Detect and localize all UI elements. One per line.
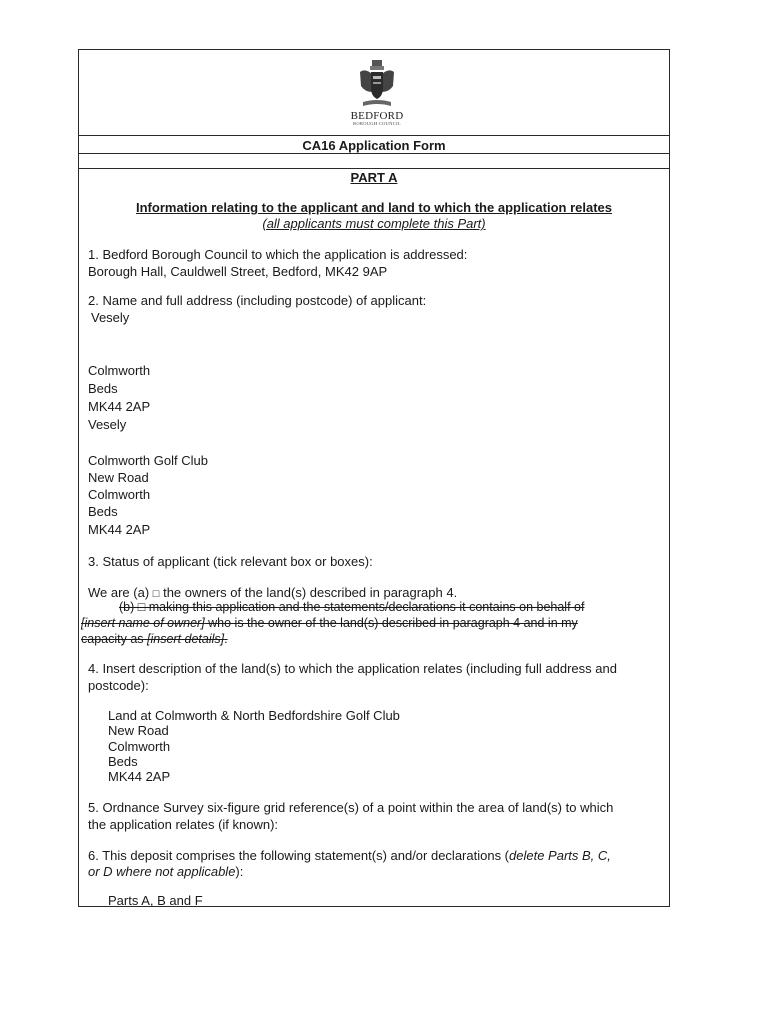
- logo-name: BEDFORD: [350, 110, 404, 122]
- applicant1-line: Colmworth: [88, 363, 151, 378]
- land-address-line: Colmworth: [108, 739, 171, 754]
- info-heading: Information relating to the applicant and land to which the application relates: [136, 200, 612, 215]
- land-address-line: Land at Colmworth & North Bedfordshire Golf Club: [108, 708, 400, 723]
- capacity-as: capacity as: [81, 632, 148, 646]
- council-logo: [347, 58, 407, 136]
- option-b-rest: who is the owner of the land(s) described in paragraph 4 and in my: [204, 616, 578, 630]
- q5-label-line1: 5. Ordnance Survey six-figure grid reference(s) of a point within the area of land(s) to which: [88, 800, 614, 815]
- q6-label-end: ):: [235, 864, 244, 879]
- divider: [79, 168, 669, 169]
- q1-label: 1. Bedford Borough Council to which the application is addressed:: [88, 247, 468, 262]
- land-address-line: Beds: [108, 754, 138, 769]
- form-title: CA16 Application Form: [302, 138, 446, 153]
- part-title: PART A: [350, 170, 398, 185]
- q3-option-b-line2: [81, 615, 578, 632]
- land-address-line: New Road: [108, 723, 169, 738]
- insert-details: [insert details]: [147, 632, 225, 646]
- period: .: [224, 632, 228, 646]
- q6-label-italic: delete Parts B, C,: [509, 848, 611, 863]
- applicant2-line: MK44 2AP: [88, 522, 151, 537]
- q6-label-line2: [88, 863, 243, 880]
- option-a-text: the owners of the land(s) described in paragraph 4.: [163, 585, 458, 600]
- applicant2-line: Colmworth: [88, 487, 151, 502]
- land-address-line: MK44 2AP: [108, 769, 171, 784]
- q6-label-start: 6. This deposit comprises the following statement(s) and/or declarations (: [88, 848, 510, 863]
- q3-option-b-line3: [81, 631, 228, 648]
- logo-subtitle: BOROUGH COUNCIL: [353, 121, 401, 126]
- applicant1-line: Beds: [88, 381, 118, 396]
- q2-label: 2. Name and full address (including postcode) of applicant:: [88, 293, 427, 308]
- q3-option-b-line1: (b) □ making this application and the statements/declarations it contains on behalf of: [119, 600, 585, 614]
- divider: [79, 153, 669, 154]
- coat-of-arms-icon: [357, 58, 397, 110]
- insert-owner-name: [insert name of owner]: [81, 616, 205, 630]
- applicant2-line: Colmworth Golf Club: [88, 453, 208, 468]
- applicant2-line: Beds: [88, 504, 118, 519]
- applicant1-line: MK44 2AP: [88, 399, 151, 414]
- q6-answer: Parts A, B and F: [108, 893, 203, 908]
- checkbox-owner[interactable]: □: [152, 588, 160, 600]
- q6-label-italic2: or D where not applicable: [88, 864, 236, 879]
- q4-label-line1: 4. Insert description of the land(s) to which the application relates (including full address and: [88, 661, 617, 676]
- divider: [79, 135, 669, 136]
- applicant2-line: New Road: [88, 470, 149, 485]
- q3-label: 3. Status of applicant (tick relevant box or boxes):: [88, 554, 373, 569]
- applicant1-line: Vesely: [91, 310, 130, 325]
- q6-label-line1: [88, 847, 611, 864]
- q1-answer: Borough Hall, Cauldwell Street, Bedford, MK42 9AP: [88, 264, 388, 279]
- q5-label-line2: the application relates (if known):: [88, 817, 279, 832]
- option-a-prefix: We are (a): [88, 585, 150, 600]
- applicant2-line: Vesely: [88, 417, 127, 432]
- info-subheading: (all applicants must complete this Part): [262, 216, 486, 231]
- form-frame: [78, 49, 670, 907]
- q4-label-line2: postcode):: [88, 678, 149, 693]
